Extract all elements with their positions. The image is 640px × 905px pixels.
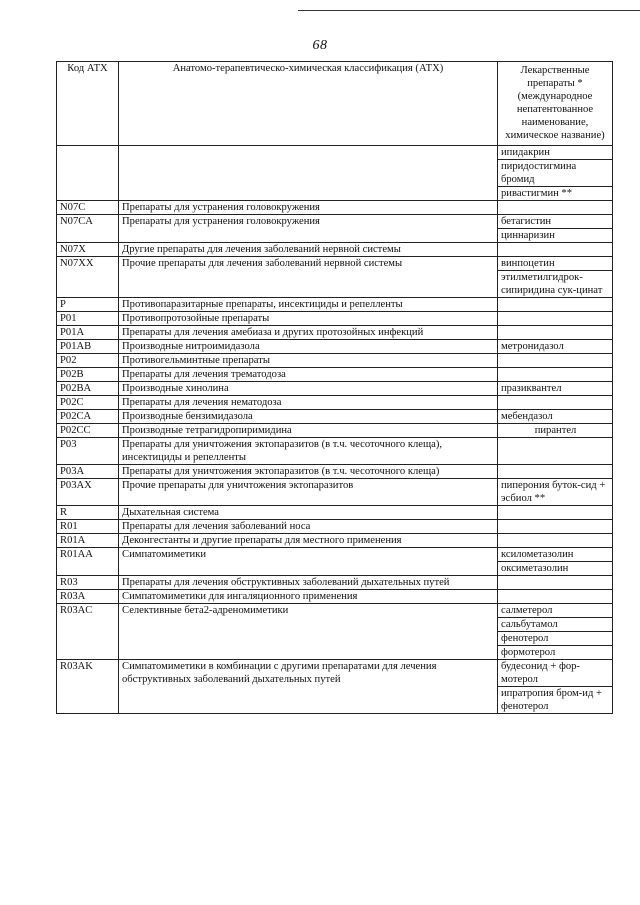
table-row <box>57 215 613 229</box>
atc-code: P02CA <box>57 410 119 424</box>
drug-name: будесонид + фор-мотерол <box>498 660 613 687</box>
table-row <box>57 479 613 506</box>
drug-name: циннаризин <box>498 229 613 243</box>
table-row <box>57 368 613 382</box>
header-code: Код АТХ <box>57 62 119 146</box>
table-row <box>57 340 613 354</box>
atc-classification <box>119 146 498 201</box>
drug-name: ривастигмин ** <box>498 187 613 201</box>
table-row <box>57 396 613 410</box>
drug-name: винпоцетин <box>498 257 613 271</box>
atc-classification: Дыхательная система <box>119 506 498 520</box>
atc-classification: Симпатомиметики в комбинации с другими препаратами для лечения обструктивных заболеваний дыхательных путей <box>119 660 498 714</box>
atc-code: P02B <box>57 368 119 382</box>
table-body <box>57 146 613 714</box>
atc-code: P03 <box>57 438 119 465</box>
drug-name <box>498 354 613 368</box>
top-rule <box>298 10 640 11</box>
page-number: 68 <box>312 38 328 53</box>
atc-table <box>56 61 613 714</box>
table-row <box>57 576 613 590</box>
atc-code <box>57 146 119 201</box>
drug-name: празиквантел <box>498 382 613 396</box>
atc-classification: Препараты для уничтожения эктопаразитов (в т.ч. чесоточного клеща), инсектициды и репелленты <box>119 438 498 465</box>
atc-code: N07XX <box>57 257 119 298</box>
drug-name <box>498 396 613 410</box>
drug-name <box>498 590 613 604</box>
drug-name: пиперония буток-сид + эсбиол ** <box>498 479 613 506</box>
atc-classification: Противопротозойные препараты <box>119 312 498 326</box>
atc-code: R03 <box>57 576 119 590</box>
atc-code: R <box>57 506 119 520</box>
atc-code: N07CA <box>57 215 119 243</box>
table-row <box>57 590 613 604</box>
drug-name <box>498 506 613 520</box>
atc-code: R03A <box>57 590 119 604</box>
atc-classification: Симпатомиметики <box>119 548 498 576</box>
drug-name: ипидакрин <box>498 146 613 160</box>
atc-classification: Производные нитроимидазола <box>119 340 498 354</box>
table-row <box>57 146 613 160</box>
atc-code: R01 <box>57 520 119 534</box>
drug-name: формотерол <box>498 646 613 660</box>
atc-code: R01AA <box>57 548 119 576</box>
atc-classification: Препараты для лечения нематодоза <box>119 396 498 410</box>
drug-name <box>498 438 613 465</box>
atc-classification: Противопаразитарные препараты, инсектициды и репелленты <box>119 298 498 312</box>
drug-name <box>498 520 613 534</box>
drug-name <box>498 312 613 326</box>
atc-code: N07X <box>57 243 119 257</box>
table-row <box>57 243 613 257</box>
table-row <box>57 201 613 215</box>
table-row <box>57 465 613 479</box>
atc-classification: Производные тетрагидропиримидина <box>119 424 498 438</box>
atc-code: P03A <box>57 465 119 479</box>
drug-name: этилметилгидрок-сипиридина сук-цинат <box>498 271 613 298</box>
drug-name <box>498 201 613 215</box>
table-row <box>57 354 613 368</box>
atc-classification: Препараты для лечения амебиаза и других протозойных инфекций <box>119 326 498 340</box>
atc-classification: Селективные бета2-адреномиметики <box>119 604 498 660</box>
drug-name: ипратропия бром-ид + фенотерол <box>498 687 613 714</box>
drug-name <box>498 465 613 479</box>
atc-code: P02BA <box>57 382 119 396</box>
atc-code: P01AB <box>57 340 119 354</box>
table-row <box>57 257 613 271</box>
header-drugs: Лекарственные препараты * (международное непатентованное наименование, химическое название) <box>498 62 613 146</box>
atc-classification: Производные хинолина <box>119 382 498 396</box>
drug-name: бетагистин <box>498 215 613 229</box>
drug-name: пирантел <box>498 424 613 438</box>
drug-name <box>498 534 613 548</box>
atc-classification: Деконгестанты и другие препараты для местного применения <box>119 534 498 548</box>
atc-code: P02 <box>57 354 119 368</box>
atc-classification: Препараты для устранения головокружения <box>119 201 498 215</box>
atc-classification: Прочие препараты для уничтожения эктопаразитов <box>119 479 498 506</box>
table-header-row <box>57 62 613 146</box>
table-row <box>57 424 613 438</box>
atc-classification: Препараты для уничтожения эктопаразитов (в т.ч. чесоточного клеща) <box>119 465 498 479</box>
atc-classification: Другие препараты для лечения заболеваний нервной системы <box>119 243 498 257</box>
drug-name: сальбутамол <box>498 618 613 632</box>
atc-classification: Прочие препараты для лечения заболеваний нервной системы <box>119 257 498 298</box>
drug-name <box>498 243 613 257</box>
drug-name <box>498 326 613 340</box>
drug-name: мебендазол <box>498 410 613 424</box>
atc-code: R01A <box>57 534 119 548</box>
table-row <box>57 660 613 687</box>
atc-classification: Симпатомиметики для ингаляционного применения <box>119 590 498 604</box>
atc-classification: Производные бензимидазола <box>119 410 498 424</box>
drug-name: оксиметазолин <box>498 562 613 576</box>
drug-name: салметерол <box>498 604 613 618</box>
drug-name <box>498 298 613 312</box>
table-row <box>57 438 613 465</box>
table-row <box>57 534 613 548</box>
drug-name: метронидазол <box>498 340 613 354</box>
table-row <box>57 506 613 520</box>
atc-classification: Препараты для лечения обструктивных заболеваний дыхательных путей <box>119 576 498 590</box>
atc-code: P01A <box>57 326 119 340</box>
table-row <box>57 520 613 534</box>
atc-code: P03AX <box>57 479 119 506</box>
table-row <box>57 604 613 618</box>
table-row <box>57 298 613 312</box>
header-classification: Анатомо-терапевтическо-химическая классификация (АТХ) <box>119 62 498 146</box>
drug-name: пиридостигмина бромид <box>498 160 613 187</box>
table-row <box>57 312 613 326</box>
atc-classification: Препараты для устранения головокружения <box>119 215 498 243</box>
drug-name <box>498 368 613 382</box>
atc-classification: Противогельминтные препараты <box>119 354 498 368</box>
atc-code: P02CC <box>57 424 119 438</box>
drug-name <box>498 576 613 590</box>
table-row <box>57 326 613 340</box>
table-row <box>57 382 613 396</box>
atc-classification: Препараты для лечения заболеваний носа <box>119 520 498 534</box>
atc-code: P02C <box>57 396 119 410</box>
drug-name: ксилометазолин <box>498 548 613 562</box>
table-row <box>57 410 613 424</box>
atc-code: P01 <box>57 312 119 326</box>
atc-code: R03AC <box>57 604 119 660</box>
atc-classification: Препараты для лечения трематодоза <box>119 368 498 382</box>
drug-name: фенотерол <box>498 632 613 646</box>
atc-code: R03AK <box>57 660 119 714</box>
table-row <box>57 548 613 562</box>
atc-code: N07C <box>57 201 119 215</box>
atc-code: P <box>57 298 119 312</box>
